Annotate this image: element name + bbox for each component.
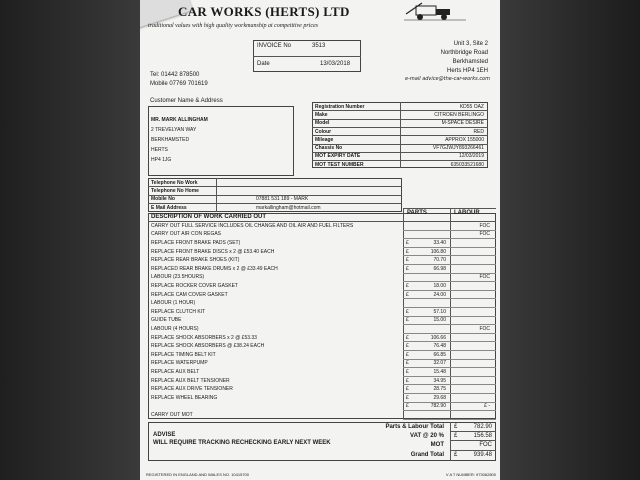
work-item-currency: £ (406, 386, 409, 393)
work-item-parts: 18.00 (433, 283, 446, 289)
totals-currency: £ (454, 433, 458, 440)
contact-label: Telephone No Home (151, 188, 199, 194)
footer-registration: REGISTERED IN ENGLAND AND WALES NO. 10415700 (146, 472, 249, 477)
parts-header: PARTS (407, 210, 427, 216)
work-item-currency: £ (406, 403, 409, 410)
work-item-desc: REPLACE FRONT BRAKE DISCS x 2 @ £53.40 EACH (151, 248, 275, 255)
vehicle-label: Make (315, 111, 328, 118)
contact-label: Mobile No (151, 196, 175, 203)
work-item-currency: £ (406, 343, 409, 350)
work-item-desc: LABOUR (4 HOURS) (151, 326, 199, 332)
totals-label: Grand Total (410, 451, 444, 458)
work-item-desc: REPLACE AUX BELT (151, 369, 200, 375)
contact-label: E Mail Address (151, 204, 187, 211)
vehicle-label: Mileage (315, 136, 334, 143)
work-item-labour: FOC (479, 274, 490, 281)
work-item-labour: FOC (479, 231, 490, 238)
work-item-parts: 33.40 (433, 240, 446, 246)
work-item-parts: 32.07 (433, 360, 446, 367)
work-item-currency: £ (406, 308, 409, 315)
work-item-currency: £ (406, 283, 409, 289)
work-item-parts: 76.48 (433, 343, 446, 350)
work-desc-header: DESCRIPTION OF WORK CARRIED OUT (151, 214, 266, 220)
work-item-desc: REPLACE CLUTCH KIT (151, 308, 206, 315)
work-item-desc: REPLACE FRONT BRAKE PADS (SET) (151, 240, 241, 246)
labour-header: LABOUR (454, 210, 480, 216)
work-item-parts: 57.10 (433, 308, 446, 315)
work-item-parts: 66.98 (433, 265, 446, 272)
invoice-no: 3513 (312, 43, 326, 49)
vehicle-value: 12/03/2019 (458, 153, 484, 160)
work-item-parts: 70.70 (433, 257, 446, 264)
work-item-parts: 15.00 (433, 317, 446, 324)
totals-label: MOT (430, 442, 444, 449)
work-item-parts: 29.68 (433, 394, 446, 401)
vehicle-value: 635033521680 (450, 161, 484, 168)
totals-currency: £ (454, 424, 458, 430)
work-item-desc: REPLACE WHEEL BEARING (151, 394, 218, 401)
vehicle-label: Chassis No (315, 145, 343, 152)
work-item-desc: CARRY OUT AIR CON REGAS (151, 231, 222, 238)
work-item-parts: 24.00 (433, 291, 446, 298)
work-item-desc: REPLACE ROCKER COVER GASKET (151, 283, 238, 289)
advise-label: ADVISE (153, 432, 176, 438)
work-item-desc: REPLACE AUX BELT TENSIONER (151, 377, 230, 384)
work-item-parts: 28.75 (433, 386, 446, 393)
company-tel: Tel: 01442 878500 (150, 72, 200, 78)
vehicle-value: APPROX 155000 (445, 136, 484, 143)
work-item-currency: £ (406, 291, 409, 298)
work-item-currency: £ (406, 248, 409, 255)
contact-value: markallingham@hotmail.com (256, 204, 321, 211)
work-item-desc: CARRY OUT FULL SERVICE INCLUDES OIL CHANGE AND OIL AIR AND FUEL FILTERS (151, 222, 354, 229)
company-address: Unit 3, Site 2 Northbridge Road Berkhamsted Herts HP4 1EH (440, 41, 488, 74)
work-item-labour: FOC (479, 222, 490, 229)
work-item-parts: 34.95 (433, 377, 446, 384)
company-mobile: Mobile 07769 701619 (150, 81, 208, 87)
tow-truck-logo (402, 0, 468, 22)
totals-value: FOC (479, 442, 492, 449)
invoice-date-label: Date (257, 61, 270, 67)
work-item-desc: REPLACED REAR BRAKE DRUMS x 2 @ £33.49 EACH (151, 265, 278, 272)
vehicle-value: RED (473, 128, 484, 135)
totals-value: 939.48 (473, 451, 492, 458)
contact-value: 07881 531 189 - MARK (256, 196, 309, 203)
work-item-desc: REPLACE REAR BRAKE SHOES (KIT) (151, 257, 240, 264)
work-item-desc: REPLACE SHOCK ABSORBERS x 2 @ £53.33 (151, 334, 257, 341)
work-item-desc: REPLACE CAM COVER GASKET (151, 291, 228, 298)
work-item-parts: 15.48 (433, 369, 446, 375)
company-email: e-mail advice@the-car-works.com (405, 76, 490, 82)
customer-address: MR. MARK ALLINGHAM 2 TREVELYAN WAY BERKHAMSTED HERTS HP4 1JG (151, 117, 208, 163)
work-item-desc: GUIDE TUBE (151, 317, 182, 324)
work-item-currency: £ (406, 317, 409, 324)
work-item-desc: REPLACE WATERPUMP (151, 360, 208, 367)
vehicle-label: MOT TEST NUMBER (315, 161, 364, 168)
work-item-labour: FOC (479, 326, 490, 332)
vehicle-value: CITROEN BERLINGO (434, 111, 484, 118)
totals-currency: £ (454, 451, 458, 458)
work-item-currency: £ (406, 240, 409, 246)
work-item-desc: LABOUR (23.5HOURS) (151, 274, 205, 281)
work-item-currency: £ (406, 265, 409, 272)
totals-value: 782.90 (473, 424, 492, 430)
invoice-date: 13/03/2018 (320, 61, 351, 67)
work-item-currency: £ (406, 257, 409, 264)
work-item-currency: £ (406, 334, 409, 341)
work-item-desc: CARRY OUT MOT (151, 412, 193, 418)
work-item-currency: £ (406, 351, 409, 358)
advise-text: WILL REQUIRE TRACKING RECHECKING EARLY NEXT WEEK (153, 440, 331, 446)
work-item-parts: 782.90 (430, 403, 446, 410)
footer-vat: V A T NUMBER: 973062800 (445, 472, 496, 477)
vehicle-label: Colour (315, 128, 332, 135)
work-item-parts: 106.66 (430, 334, 446, 341)
work-item-desc: REPLACE SHOCK ABSORBERS @ £38.24 EACH (151, 343, 265, 350)
customer-heading: Customer Name & Address (150, 98, 223, 104)
vehicle-label: Model (315, 120, 330, 127)
work-item-labour: £ - (484, 403, 490, 410)
contact-label: Telephone No Work (151, 179, 198, 186)
work-item-desc: REPLACE TIMING BELT KIT (151, 351, 216, 358)
vehicle-value: KD55 OAZ (459, 103, 484, 110)
work-item-parts: 66.85 (433, 351, 446, 358)
invoice-no-label: INVOICE No (257, 43, 292, 49)
work-item-currency: £ (406, 377, 409, 384)
vehicle-label: MOT EXPIRY DATE (315, 153, 361, 160)
work-item-parts: 106.80 (430, 248, 446, 255)
work-item-currency: £ (406, 394, 409, 401)
totals-label: VAT @ 20 % (410, 433, 444, 440)
work-item-desc: LABOUR (1 HOUR) (151, 300, 196, 307)
totals-value: 156.58 (473, 433, 492, 440)
work-item-currency: £ (406, 369, 409, 375)
work-item-desc: REPLACE AUX DRIVE TENSIONER (151, 386, 233, 393)
company-tagline: traditional values with high quality workmanship at competitive prices (148, 23, 318, 29)
invoice-paper (140, 0, 500, 480)
totals-label: Parts & Labour Total (385, 424, 444, 430)
company-title: CAR WORKS (HERTS) LTD (178, 4, 350, 19)
vehicle-value: M-SPACE DESIRE (441, 120, 484, 127)
vehicle-value: VF7GJWJY893266461 (432, 145, 484, 152)
vehicle-label: Registration Number (315, 103, 365, 110)
work-item-currency: £ (406, 360, 409, 367)
